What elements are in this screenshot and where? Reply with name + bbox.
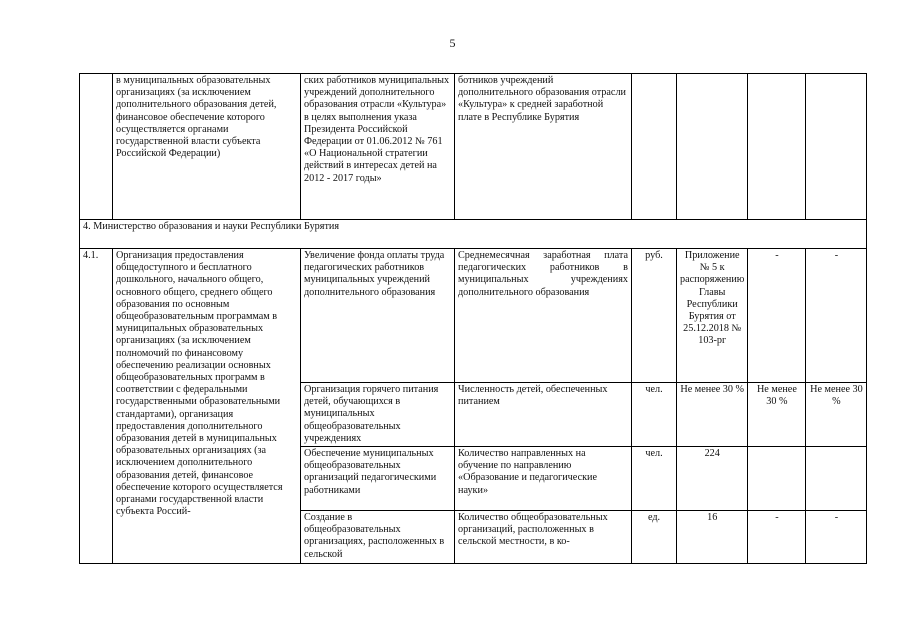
unit-cell: руб. [632,249,677,383]
indicator-cell: Среднемесячная заработная плата педагогических работников в муниципальных учреждениях дополнительного образования [455,249,632,383]
cell-indicator: ботников учреждений дополнительного образования отрасли «Культура» к средней заработной плате в Республике Бурятия [455,74,632,220]
cell-num [80,74,113,220]
indicator-cell: Количество направленных на обучение по направлению «Образование и педагогические науки» [455,447,632,511]
row-number: 4.1. [80,249,113,564]
section-title: 4. Министерство образования и науки Республики Бурятия [80,220,867,249]
value-1-cell: Приложение № 5 к распоряжению Главы Республики Бурятия от 25.12.2018 № 103-рг [677,249,748,383]
unit-cell: чел. [632,447,677,511]
table-row [80,249,867,383]
cell-value-2 [748,74,806,220]
value-3-cell: - [806,249,867,383]
measure-cell: Организация горячего питания детей, обучающихся в муниципальных общеобразовательных учреждениях [301,383,455,447]
value-2-cell: - [748,511,806,564]
measure-cell: Обеспечение муниципальных общеобразовательных организаций педагогическими работниками [301,447,455,511]
unit-cell: ед. [632,511,677,564]
task-description: Организация предоставления общедоступного и бесплатного дошкольного, начального общего, основного общего, среднего общего образования по основным общеобразовательным программам в муниципальных образовательных организациях (за исключением полномочий по финансовому обеспечению реализации основных общеобразовательных программ в соответствии с федеральными государственными образовательными стандартами), организация предоставления дополнительного образования детей в муниципальных образовательных организациях (за исключением дополнительного образования детей, финансовое обеспечение которого осуществляется органами государственной власти субъекта Россий- [113,249,301,564]
cell-unit [632,74,677,220]
measure-cell: Увеличение фонда оплаты труда педагогических работников муниципальных учреждений дополнительного образования [301,249,455,383]
measure-cell: Создание в общеобразовательных организациях, расположенных в сельской [301,511,455,564]
continuation-row [80,74,867,220]
value-2-cell: - [748,249,806,383]
value-2-cell: Не менее 30 % [748,383,806,447]
value-3-cell: - [806,511,867,564]
section-header-row [80,220,867,249]
programme-table [79,73,867,564]
value-3-cell: Не менее 30 % [806,383,867,447]
cell-value-3 [806,74,867,220]
indicator-cell: Количество общеобразовательных организаций, расположенных в сельской местности, в ко- [455,511,632,564]
value-1-cell: 224 [677,447,748,511]
cell-value-1 [677,74,748,220]
page-number: 5 [449,36,456,50]
indicator-cell: Численность детей, обеспеченных питанием [455,383,632,447]
cell-task: в муниципальных образовательных организациях (за исключением дополнительного образования детей, финансовое обеспечение которого осуществляется органами государственной власти субъекта Российской Федерации) [113,74,301,220]
value-2-cell [748,447,806,511]
value-3-cell [806,447,867,511]
cell-measure: ских работников муниципальных учреждений дополнительного образования отрасли «Культура» в целях выполнения указа Президента Российской Федерации от 01.06.2012 № 761 «О Национальной стратегии действий в интересах детей на 2012 - 2017 годы» [301,74,455,220]
value-1-cell: 16 [677,511,748,564]
value-1-cell: Не менее 30 % [677,383,748,447]
unit-cell: чел. [632,383,677,447]
